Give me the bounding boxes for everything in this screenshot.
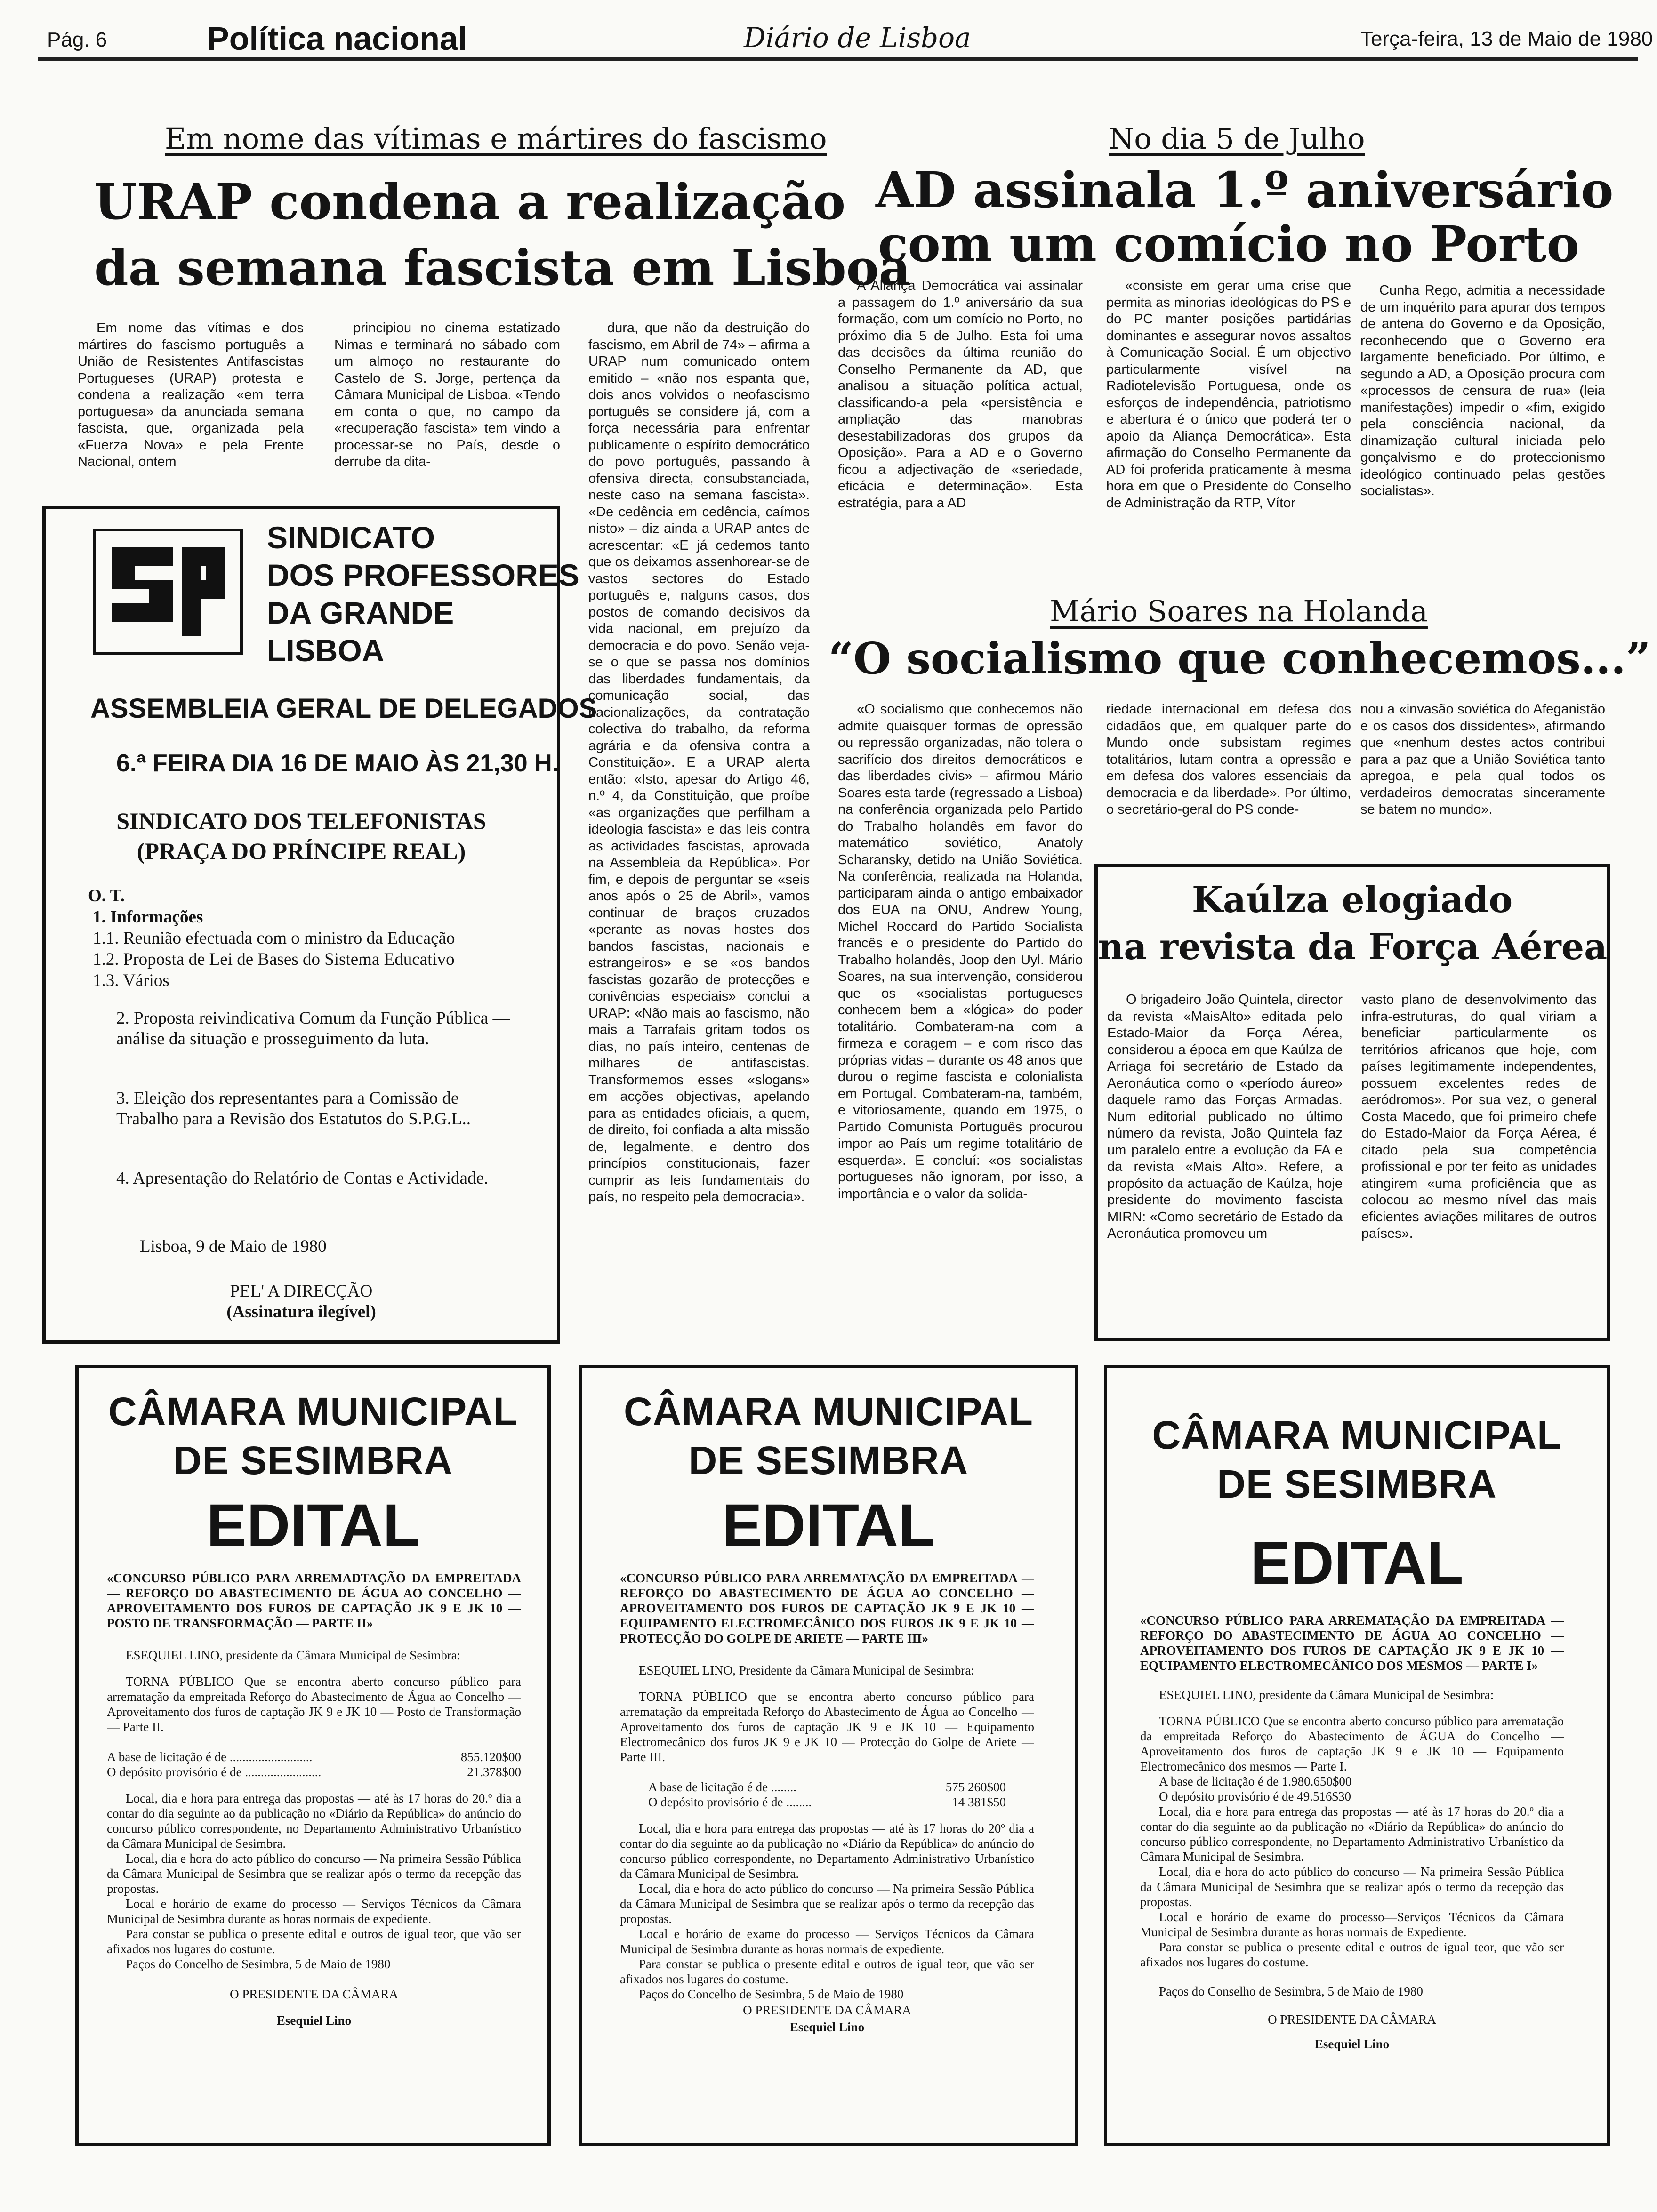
header-rule <box>38 57 1638 61</box>
spgl-place-2: (PRAÇA DO PRÍNCIPE REAL) <box>137 838 466 864</box>
edital-3-p2: Local, dia e hora do acto público do concurso — Na primeira Sessão Pública da Câmara Municipal de Sesimbra que se realizar após o termo da recepção das propostas. <box>1140 1865 1564 1909</box>
soares-col-3: nou a «invasão soviética do Afeganistão e os casos dos dissidentes», afirmando que «nenhum destes actos contribui para a paz que a União Soviética tanto apregoa, e pela qual todos os verdadeiros democratas sinceramente se batem no mundo». <box>1360 702 1605 817</box>
urap-headline-1: URAP condena a realização <box>94 173 846 231</box>
urap-headline-2: da semana fascista em Lisboa <box>94 239 911 297</box>
edital-3 <box>1104 1365 1610 2146</box>
spgl-notice <box>42 506 597 1344</box>
edital-3-president: O PRESIDENTE DA CÂMARA <box>1268 2012 1436 2027</box>
spgl-place-1: SINDICATO DOS TELEFONISTAS <box>116 808 486 834</box>
spgl-item-2: 2. Proposta reivindicativa Comum da Função Pública — análise da situação e prosseguimento da luta. <box>116 1009 510 1049</box>
spgl-item-3: 3. Eleição dos representantes para a Comissão de Trabalho para a Revisão dos Estatutos do S.P.G.L.. <box>116 1089 471 1129</box>
edital-3-title: EDITAL <box>1250 1530 1464 1597</box>
edital-1-torna: TORNA PÚBLICO Que se encontra aberto concurso público para arrematação da empreitada Reforço do Abastecimento de Água ao Concelho — Aproveitamento dos furos de captação JK 9 e JK 10 — Posto de Transformação — Parte II. <box>107 1675 521 1734</box>
edital-1-intro: ESEQUIEL LINO, presidente da Câmara Municipal de Sesimbra: <box>126 1648 461 1662</box>
spgl-ot: O. T. <box>88 886 125 906</box>
edital-1-base-label: A base de licitação é de .......................... <box>107 1750 313 1764</box>
spgl-signature: (Assinatura ilegível) <box>226 1302 376 1322</box>
issue-date: Terça-feira, 13 de Maio de 1980 <box>1360 27 1653 50</box>
spgl-title-line-1: SINDICATO <box>267 520 435 555</box>
edital-1-pacos: Paços do Concelho de Sesimbra, 5 de Maio de 1980 <box>126 1957 391 1971</box>
edital-1-p3: Local e horário de exame do processo — Serviços Técnicos da Câmara Municipal de Sesimbra durante as horas normais de expediente. <box>107 1897 521 1926</box>
edital-3-base: A base de licitação é de 1.980.650$00 <box>1159 1774 1352 1788</box>
urap-col-1: Em nome das vítimas e dos mártires do fascismo português a União de Resistentes Antifascistas Portugueses (URAP) protesta e condena a realização «em terra portuguesa» da anunciada semana fascista, que, organizada pela «Fuerza Nova» e pela Frente Nacional, ontem <box>78 321 304 469</box>
edital-2-pacos: Paços do Concelho de Sesimbra, 5 de Maio de 1980 <box>639 1987 904 2001</box>
section-title: Política nacional <box>207 20 467 57</box>
edital-1-dep-label: O depósito provisório é de ........................ <box>107 1765 322 1779</box>
edital-1-title: EDITAL <box>206 1492 420 1559</box>
spgl-item-1-1: 1.1. Reunião efectuada com o ministro da Educação <box>93 929 455 948</box>
edital-2-torna: TORNA PÚBLICO que se encontra aberto concurso público para arrematação da empreitada Reforço do Abastecimento de Água ao Concelho — Aproveitamento dos furos de captação JK 9 e JK 10 — Equipamento Electromecânico dos furos JK 9 e JK 10 — Protecção do Golpe de Ariete — Parte III. <box>620 1690 1034 1764</box>
page-number: Pág. 6 <box>47 28 107 51</box>
edital-1-p4: Para constar se publica o presente edital e outros de igual teor, que vão ser afixados nos lugares do costume. <box>107 1927 521 1956</box>
kaulza-article <box>1094 864 1610 1341</box>
soares-col-2: riedade internacional em defesa dos cidadãos que, em qualquer parte do Mundo onde subsistam regimes totalitários, lutam contra a opressão e em defesa dos valores essenciais da democracia e da liberdade». Por último, o secretário-geral do PS conde- <box>1106 702 1351 817</box>
edital-3-p4: Para constar se publica o presente edital e outros de igual teor, que vão ser afixados nos lugares do costume. <box>1140 1940 1564 1969</box>
edital-3-p1: Local, dia e hora para entrega das propostas — até às 17 horas do 20.º dia a contar do dia seguinte ao da publicação no «Diário da República» do anúncio do concurso público correspondente, no Departamento Administrativo Urbanístico da Câmara Municipal de Sesimbra. <box>1140 1804 1564 1864</box>
spgl-assembly: ASSEMBLEIA GERAL DE DELEGADOS <box>90 693 597 724</box>
spgl-item-1-3: 1.3. Vários <box>93 971 169 990</box>
edital-1-signature: Esequiel Lino <box>276 2013 352 2028</box>
edital-3-intro: ESEQUIEL LINO, presidente da Câmara Municipal de Sesimbra: <box>1159 1688 1494 1702</box>
edital-1-p1: Local, dia e hora para entrega das propostas — até às 17 horas do 20.º dia a contar do dia seguinte ao da publicação no «Diário da República» do anúncio do concurso público correspondente, no Departamento Administrativo Urbanístico da Câmara Municipal de Sesimbra. <box>107 1791 521 1851</box>
soares-headline: “O socialismo que conhecemos...” <box>828 633 1651 684</box>
edital-1 <box>75 1365 551 2146</box>
edital-1-camara-1: CÂMARA MUNICIPAL <box>108 1389 518 1434</box>
edital-2-title: EDITAL <box>722 1492 935 1559</box>
edital-3-p3: Local e horário de exame do processo—Serviços Técnicos da Câmara Municipal de Sesimbra durante as horas normais de Expediente. <box>1140 1910 1564 1939</box>
kaulza-headline-1: Kaúlza elogiado <box>1191 879 1513 921</box>
urap-kicker: Em nome das vítimas e mártires do fascismo <box>165 121 827 156</box>
edital-2-camara-1: CÂMARA MUNICIPAL <box>624 1389 1033 1434</box>
edital-2 <box>579 1365 1078 2146</box>
spgl-place-date: Lisboa, 9 de Maio de 1980 <box>140 1237 327 1256</box>
edital-2-p2: Local, dia e hora do acto público do concurso — Na primeira Sessão Pública da Câmara Municipal de Sesimbra que se realizar após o termo da recepção das propostas. <box>620 1882 1034 1926</box>
edital-1-concurso: «CONCURSO PÚBLICO PARA ARREMADTAÇÃO DA EMPREITADA — REFORÇO DO ABASTECIMENTO DE ÁGUA AO CONCELHO — APROVEITAMENTO DOS FUROS DE CAPTAÇÃO JK 9 E JK 10 — POSTO DE TRANSFORMAÇÃO — PARTE II» <box>107 1571 521 1630</box>
soares-col-1: «O socialismo que conhecemos não admite quaisquer formas de opressão ou repressão organizadas, não tolera o sacrifício dos direitos democráticos e das liberdades civis» – afirmou Mário Soares esta tarde (regressado a Lisboa) na conferência organizada pelo Partido do Trabalho holandês em favor do matemático soviético, Anatoly Scharansky, detido na União Soviética. Na conferência, realizada na Holanda, participaram ainda o antigo embaixador dos EUA na ONU, Andrew Young, Michel Roccard do Partido Socialista francês e o presidente do Partido do Trabalho holandês, Joop den Uyl. Mário Soares, na sua intervenção, considerou que os «socialistas portugueses conhecem bem a «lógica» do poder totalitário. Combateram-na com a firmeza e coragem – e com risco das próprias vidas – durante os 48 anos que durou o regime fascista e colonialista em Portugal. Combateram-na, também, e vitoriosamente, quando em 1975, o Partido Comunista Português procurou impor ao País um regime totalitário de esquerda». E concluí: «os socialistas portugueses não ignoram, por isso, a importância e o valor da solida- <box>838 702 1083 1202</box>
edital-3-torna: TORNA PÚBLICO Que se encontra aberto concurso público para arrematação da empreitada Reforço do Abastecimento de ÁGUA do Concelho — Aproveitamento dos furos de captação JK 9 e JK 10 — Equipamento Electromecânico dos mesmos — Parte I. <box>1140 1714 1564 1773</box>
spgl-item-1-2: 1.2. Proposta de Lei de Bases do Sistema Educativo <box>93 950 455 969</box>
edital-1-dep-value: 21.378$00 <box>467 1765 521 1779</box>
edital-2-concurso: «CONCURSO PÚBLICO PARA ARREMATAÇÃO DA EMPREITADA — REFORÇO DO ABASTECIMENTO DE ÁGUA AO CONCELHO — APROVEITAMENTO DOS FUROS DE CAPTAÇÃO JK 9 E JK 10 — EQUIPAMENTO ELECTROMECÂNICO DOS FUROS JK 9 E JK 10 — PROTECÇÃO DO GOLPE DE ARIETE — PARTE III» <box>620 1571 1034 1645</box>
masthead: Diário de Lisboa <box>744 22 971 54</box>
spgl-item-1: 1. Informações <box>93 907 203 927</box>
spgl-by: PEL' A DIRECÇÃO <box>230 1282 373 1301</box>
edital-3-signature: Esequiel Lino <box>1314 2037 1390 2051</box>
edital-3-concurso: «CONCURSO PÚBLICO PARA ARREMATAÇÃO DA EMPREITADA — REFORÇO DO ABASTECIMENTO DE ÁGUA AO CONCELHO — APROVEITAMENTO DOS FUROS DE CAPTAÇÃO JK 9 E JK 10 — EQUIPAMENTO ELECTROMECÂNICO DOS MESMOS — PARTE I» <box>1140 1613 1564 1673</box>
edital-3-pacos: Paços do Conselho de Sesimbra, 5 de Maio de 1980 <box>1159 1984 1423 1998</box>
ad-headline-2: com um comício no Porto <box>878 215 1579 273</box>
spgl-logo-icon <box>93 528 243 655</box>
spgl-item-4: 4. Apresentação do Relatório de Contas e Actividade. <box>116 1169 489 1188</box>
edital-3-camara-1: CÂMARA MUNICIPAL <box>1152 1413 1562 1457</box>
edital-2-base-label: A base de licitação é de ........ <box>648 1780 796 1794</box>
edital-2-dep-label: O depósito provisório é de ........ <box>648 1795 812 1809</box>
ad-col-3: Cunha Rego, admitia a necessidade de um inquérito para apurar dos tempos de antena do Governo e da Oposição, reconhecendo que o Governo era largamente beneficiado. Por último, e segundo a AD, a Oposição procura com «processos de censura de rua» (leia manifestações) impedir o «fim, exigido pela consciência nacional, da dinamização cultural iniciada pelo gonçalvismo e do proteccionismo ideológico continuado pelas gestões socialistas». <box>1360 283 1605 498</box>
edital-1-camara-2: DE SESIMBRA <box>173 1438 453 1483</box>
kaulza-col-2: vasto plano de desenvolvimento das infra-estruturas, do qual viriam a beneficiar particularmente os territórios africanos que hoje, com países legitimamente independentes, possuem excelentes redes de aeródromos». Por sua vez, o general Costa Macedo, que foi primeiro chefe do Estado-Maior da Força Aérea, é citado pela sua competência profissional e por ter feito as unidades atingirem «uma proficiência que as colocou ao mesmo nível das mais eficientes aviações militares de outros países». <box>1361 992 1597 1241</box>
spgl-title-line-2: DOS PROFESSORES <box>267 558 579 593</box>
spgl-title-line-4: LISBOA <box>267 633 385 668</box>
ad-col-2: «consiste em gerar uma crise que permita as minorias ideológicas do PS e do PC manter posições partidárias dominantes e assegurar novos assaltos à Comunicação Social. É um objectivo particularmente visível na Radiotelevisão Portuguesa, onde os esforços de independência, patriotismo e abertura é o único que poderá ter o apoio da Aliança Democrática». Esta afirmação do Conselho Permanente da AD foi proferida praticamente à mesma hora em que o Presidente do Conselho de Administração da RTP, Vítor <box>1106 278 1351 511</box>
page-header <box>0 0 1657 71</box>
edital-2-president: O PRESIDENTE DA CÂMARA <box>743 2003 911 2017</box>
edital-2-signature: Esequiel Lino <box>789 2020 865 2034</box>
ad-kicker: No dia 5 de Julho <box>1109 121 1365 156</box>
soares-kicker: Mário Soares na Holanda <box>1050 594 1428 628</box>
edital-2-camara-2: DE SESIMBRA <box>688 1438 969 1483</box>
kaulza-col-1: O brigadeiro João Quintela, director da revista «MaisAlto» editada pelo Estado-Maior da Força Aérea, considerou a época em que Kaúlza de Arriaga foi secretário de Estado da Aeronáutica como o «período áureo» daquele ramo das Forças Armadas. Num editorial publicado no último número da revista, João Quintela faz um paralelo entre a evolução da FA e da revista «Mais Alto». Refere, a propósito da actuação de Kaúlza, hoje presidente do movimento fascista MIRN: «Como secretário de Estado da Aeronáutica promoveu um <box>1107 992 1343 1241</box>
edital-2-base-value: 575 260$00 <box>945 1780 1006 1794</box>
edital-3-camara-2: DE SESIMBRA <box>1217 1462 1497 1506</box>
edital-2-intro: ESEQUIEL LINO, Presidente da Câmara Municipal de Sesimbra: <box>639 1663 974 1677</box>
kaulza-headline-2: na revista da Força Aérea <box>1098 926 1608 968</box>
edital-2-p1: Local, dia e hora para entrega das propostas — até às 17 horas do 20º dia a contar do dia seguinte ao da publicação no «Diário da República» do anúncio do concurso público correspondente, no Departamento Administrativo Urbanístico da Câmara Municipal de Sesimbra. <box>620 1821 1034 1881</box>
ad-headline-1: AD assinala 1.º aniversário <box>876 161 1614 219</box>
urap-col-3: dura, que não da destruição do fascismo, em Abril de 74» – afirma a URAP num comunicado ontem emitido – «não nos espanta que, dois anos volvidos o neofascismo português se considere já, com a força necessária para enfrentar publicamente o espírito democrático do povo português, passando à ofensiva directa, consubstanciada, neste caso na semana fascista». «De cedência em cedência, caímos nisto» – diz ainda a URAP antes de acrescentar: «E já cedemos tanto que os deixamos assenhorear-se de vastos sectores do Estado português e, nalguns casos, dos postos de comando decisivos da vida nacional, em prejuízo da democracia e do povo. Senão veja-se o que se passa nos domínios das liberdades fundamentais, da comunicação social, das nacionalizações, da contratação colectiva do trabalho, da reforma agrária e da ofensiva contra a Constituição». E a URAP alerta então: «Isto, apesar do Artigo 46, n.º 4, da Constituição, que proíbe «as organizações que perfilham a ideologia fascista» e das leis contra as actividades fascistas, aprovada na Assembleia da República». Por fim, e depois de perguntar se «seis anos após o 25 de Abril», vamos continuar de braços cruzados «perante as novas hostes dos bandos fascistas, nacionais e estrangeiros» e se «os bandos fascistas gozarão de protecções e conivências especiais» conclui a URAP: «Não mais ao fascismo, não mais a Tarrafais gritam todos os dias, no país inteiro, centenas de milhares de antifascistas. Transformemos esses «slogans» em acções objectivas, apelando para as entidades oficiais, a quem, de direito, foi confiada a alta missão de, legalmente, e dentro dos princípios constitucionais, fazer cumprir as leis fundamentais do país, no respeito pela democracia». <box>588 321 810 1204</box>
edital-1-base-value: 855.120$00 <box>460 1750 521 1764</box>
edital-1-president: O PRESIDENTE DA CÂMARA <box>230 1987 398 2001</box>
edital-3-dep: O depósito provisório é de 49.516$30 <box>1159 1789 1351 1803</box>
spgl-title-line-3: DA GRANDE <box>267 595 454 630</box>
edital-2-p3: Local e horário de exame do processo — Serviços Técnicos da Câmara Municipal de Sesimbra durante as horas normais de expediente. <box>620 1927 1034 1956</box>
ad-col-1: A Aliança Democrática vai assinalar a passagem do 1.º aniversário da sua formação, com um comício no Porto, no próximo dia 5 de Julho. Esta foi uma das decisões da última reunião do Conselho Permanente da AD, que analisou a situação política actual, classificando-a pela «persistência e ampliação das manobras desestabilizadoras dos grupos da Oposição». Para a AD e o Governo ficou a adjectivação de «seriedade, eficácia e determinação». Esta estratégia, para a AD <box>838 278 1083 511</box>
edital-2-dep-value: 14 381$50 <box>952 1795 1006 1809</box>
edital-1-p2: Local, dia e hora do acto público do concurso — Na primeira Sessão Pública da Câmara Municipal de Sesimbra que se realizar após o termo da recepção das propostas. <box>107 1851 521 1896</box>
edital-2-p4: Para constar se publica o presente edital e outros de igual teor, que vão ser afixados nos lugares do costume. <box>620 1957 1034 1986</box>
spgl-when: 6.ª FEIRA DIA 16 DE MAIO ÀS 21,30 H. <box>116 750 559 777</box>
urap-col-2: principiou no cinema estatizado Nimas e terminará no sábado com um almoço no restaurante do Castelo de S. Jorge, pertença da Câmara Municipal de Lisboa. «Tendo em conta o que, no campo da «recuperação fascista» tem vindo a processar-se no País, desde o derrube da dita- <box>334 321 560 469</box>
